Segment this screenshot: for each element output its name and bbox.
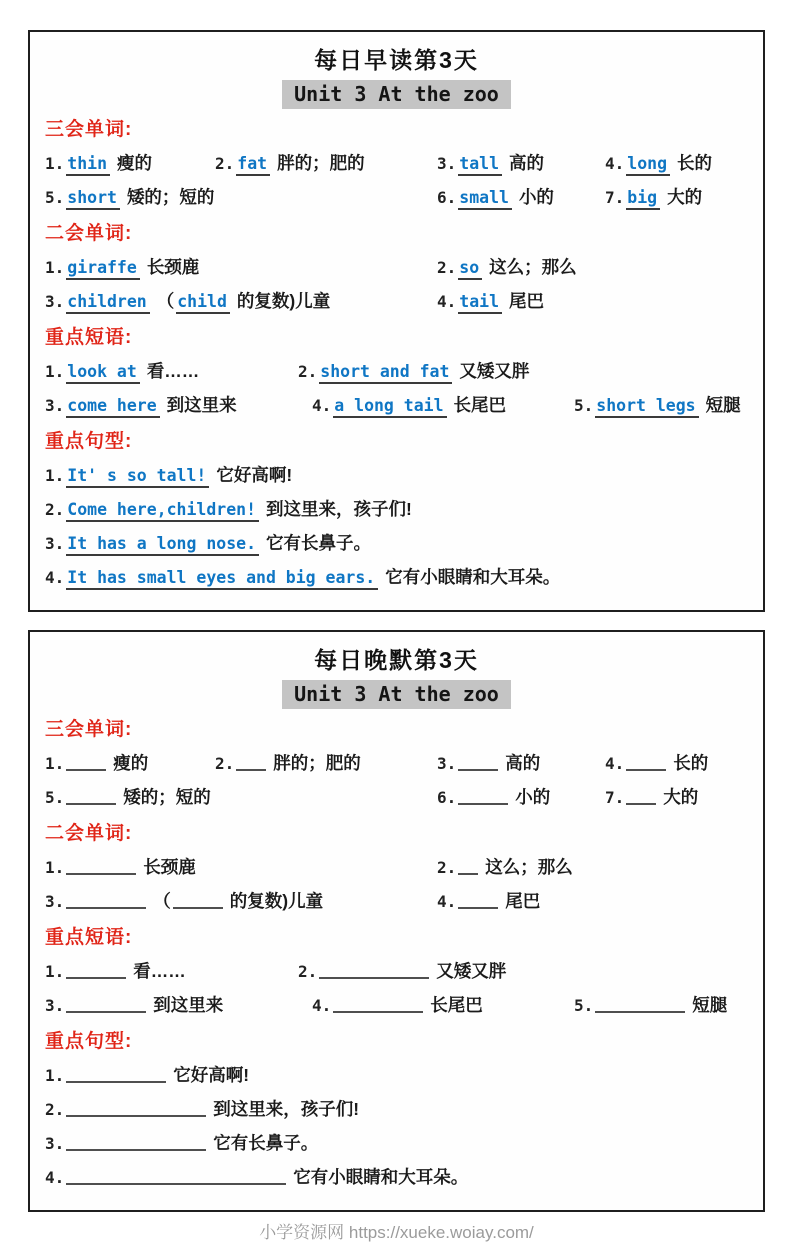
section-heading: 三会单词: xyxy=(45,719,133,740)
english-word: thin xyxy=(66,154,110,176)
chinese-text: 它好高啊! xyxy=(216,465,293,485)
chinese-text: 长颈鹿 xyxy=(146,257,200,277)
content-row xyxy=(45,750,748,775)
chinese-text: （ xyxy=(153,891,171,911)
row-item xyxy=(45,854,437,879)
unit-subtitle: Unit 3 At the zoo xyxy=(282,80,511,109)
chinese-text: 到这里来 xyxy=(166,395,237,415)
blank-line xyxy=(333,997,423,1013)
item-number: 7. xyxy=(605,788,625,807)
row-item xyxy=(605,150,712,175)
card-daily-morning-reading xyxy=(28,30,765,612)
chinese-text: 瘦的 xyxy=(113,753,149,773)
item-number: 1. xyxy=(45,1066,65,1085)
english-word: giraffe xyxy=(66,258,140,280)
item-number: 2. xyxy=(437,258,457,277)
chinese-text: 它有长鼻子。 xyxy=(266,533,372,553)
content-row xyxy=(45,358,748,383)
english-word: fat xyxy=(236,154,270,176)
blank-line xyxy=(458,789,508,805)
footer-text: 小学资源网 https://xueke.woiay.com/ xyxy=(259,1223,534,1242)
row-item xyxy=(45,150,215,175)
item-number: 4. xyxy=(45,1168,65,1187)
row-item xyxy=(437,184,605,209)
section-heading: 三会单词: xyxy=(45,119,133,140)
item-number: 2. xyxy=(45,1100,65,1119)
subtitle-wrap xyxy=(45,680,748,709)
blank-line xyxy=(66,1169,286,1185)
chinese-text: 小的 xyxy=(515,787,551,807)
row-item xyxy=(45,392,312,417)
section-heading: 重点短语: xyxy=(45,327,133,348)
item-number: 2. xyxy=(215,154,235,173)
blank-line xyxy=(458,893,498,909)
english-word: It' s so tall! xyxy=(66,466,209,488)
row-item xyxy=(45,530,371,555)
row-item xyxy=(45,958,298,983)
content-row xyxy=(45,288,748,313)
row-item xyxy=(215,150,437,175)
chinese-text: 看…… xyxy=(133,961,186,981)
section-heading: 重点句型: xyxy=(45,1031,133,1052)
blank-line xyxy=(626,755,666,771)
section-heading: 重点短语: xyxy=(45,927,133,948)
content-row xyxy=(45,854,748,879)
chinese-text: 瘦的 xyxy=(117,153,153,173)
row-item xyxy=(45,1130,318,1155)
row-item xyxy=(45,888,437,913)
section-heading: 二会单词: xyxy=(45,223,133,244)
blank-line xyxy=(319,963,429,979)
row-item xyxy=(437,784,605,809)
content-row xyxy=(45,254,748,279)
row-item xyxy=(437,750,605,775)
row-item xyxy=(45,992,312,1017)
english-word: come here xyxy=(66,396,159,418)
row-item xyxy=(215,750,437,775)
blank-line xyxy=(458,755,498,771)
content-row xyxy=(45,1062,748,1087)
item-number: 2. xyxy=(437,858,457,877)
english-word: tail xyxy=(458,292,502,314)
card-title: 每日晚默第3天 xyxy=(314,647,479,673)
blank-line xyxy=(66,893,146,909)
row-item xyxy=(437,888,540,913)
item-number: 5. xyxy=(574,996,594,1015)
chinese-text: 高的 xyxy=(509,153,545,173)
content-row xyxy=(45,1096,748,1121)
row-item xyxy=(45,564,560,589)
item-number: 4. xyxy=(437,292,457,311)
row-item xyxy=(574,392,741,417)
blank-line xyxy=(66,997,146,1013)
row-item xyxy=(45,254,437,279)
row-item xyxy=(312,392,574,417)
row-item xyxy=(45,496,412,521)
item-number: 3. xyxy=(45,396,65,415)
chinese-text: 的复数)儿童 xyxy=(229,891,324,911)
blank-line xyxy=(66,755,106,771)
chinese-text: 尾巴 xyxy=(505,891,541,911)
chinese-text: 大的 xyxy=(667,187,703,207)
item-number: 7. xyxy=(605,188,625,207)
item-number: 1. xyxy=(45,858,65,877)
item-number: 3. xyxy=(437,754,457,773)
blank-line xyxy=(66,789,116,805)
item-number: 5. xyxy=(574,396,594,415)
item-number: 5. xyxy=(45,188,65,207)
row-item xyxy=(45,288,437,313)
item-number: 3. xyxy=(45,996,65,1015)
chinese-text: 到这里来 xyxy=(153,995,224,1015)
row-item xyxy=(605,784,698,809)
english-word: short xyxy=(66,188,120,210)
item-number: 1. xyxy=(45,258,65,277)
item-number: 2. xyxy=(298,362,318,381)
unit-subtitle: Unit 3 At the zoo xyxy=(282,680,511,709)
content-row xyxy=(45,564,748,589)
content-row xyxy=(45,1164,748,1189)
content-row xyxy=(45,888,748,913)
item-number: 6. xyxy=(437,188,457,207)
item-number: 6. xyxy=(437,788,457,807)
chinese-text: 它有长鼻子。 xyxy=(213,1133,319,1153)
item-number: 4. xyxy=(437,892,457,911)
row-item xyxy=(298,358,529,383)
chinese-text: 小的 xyxy=(518,187,554,207)
chinese-text: 它好高啊! xyxy=(173,1065,250,1085)
content-row xyxy=(45,992,748,1017)
item-number: 1. xyxy=(45,466,65,485)
item-number: 5. xyxy=(45,788,65,807)
content-row xyxy=(45,184,748,209)
chinese-text: 看…… xyxy=(146,361,200,381)
row-item xyxy=(298,958,506,983)
content-row xyxy=(45,1130,748,1155)
card-body xyxy=(45,114,748,589)
chinese-text: 短腿 xyxy=(692,995,728,1015)
english-word: Come here,children! xyxy=(66,500,259,522)
subtitle-wrap xyxy=(45,80,748,109)
chinese-text: 的复数)儿童 xyxy=(236,291,331,311)
row-item xyxy=(45,462,292,487)
chinese-text: 矮的；短的 xyxy=(126,187,215,207)
chinese-text: 到这里来，孩子们! xyxy=(213,1099,360,1119)
chinese-text: 这么；那么 xyxy=(489,257,577,277)
item-number: 4. xyxy=(605,754,625,773)
chinese-text: 胖的；肥的 xyxy=(273,753,361,773)
item-number: 4. xyxy=(45,568,65,587)
item-number: 3. xyxy=(45,292,65,311)
chinese-text: 长尾巴 xyxy=(453,395,507,415)
section-heading: 二会单词: xyxy=(45,823,133,844)
english-word: short legs xyxy=(595,396,698,418)
english-word: so xyxy=(458,258,482,280)
blank-line xyxy=(66,1135,206,1151)
chinese-text: 它有小眼睛和大耳朵。 xyxy=(385,567,561,587)
item-number: 1. xyxy=(45,154,65,173)
item-number: 1. xyxy=(45,962,65,981)
english-word: small xyxy=(458,188,512,210)
blank-line xyxy=(66,1101,206,1117)
row-item xyxy=(45,1096,359,1121)
chinese-text: 矮的；短的 xyxy=(123,787,211,807)
chinese-text: 尾巴 xyxy=(509,291,545,311)
blank-line xyxy=(173,893,223,909)
item-number: 4. xyxy=(312,396,332,415)
chinese-text: 短腿 xyxy=(705,395,741,415)
row-item xyxy=(45,184,437,209)
english-word: big xyxy=(626,188,660,210)
blank-line xyxy=(66,963,126,979)
row-item xyxy=(45,784,437,809)
english-word: long xyxy=(626,154,670,176)
chinese-text: 胖的；肥的 xyxy=(277,153,365,173)
chinese-text: 长的 xyxy=(677,153,713,173)
chinese-text: 长颈鹿 xyxy=(143,857,196,877)
row-item xyxy=(437,854,573,879)
row-item xyxy=(437,254,577,279)
blank-line xyxy=(626,789,656,805)
item-number: 3. xyxy=(45,892,65,911)
content-row xyxy=(45,392,748,417)
row-item xyxy=(437,150,605,175)
chinese-text: 高的 xyxy=(505,753,541,773)
english-word: tall xyxy=(458,154,502,176)
english-word: short and fat xyxy=(319,362,452,384)
row-item xyxy=(45,1164,468,1189)
chinese-text: 到这里来，孩子们! xyxy=(266,499,412,519)
card-daily-evening-dictation xyxy=(28,630,765,1212)
row-item xyxy=(605,184,702,209)
chinese-text: （ xyxy=(156,291,175,311)
footer-watermark xyxy=(0,1218,793,1243)
english-word: a long tail xyxy=(333,396,446,418)
content-row xyxy=(45,462,748,487)
content-row xyxy=(45,496,748,521)
content-row xyxy=(45,530,748,555)
english-word: child xyxy=(176,292,230,314)
blank-line xyxy=(458,859,478,875)
chinese-text: 长的 xyxy=(673,753,709,773)
english-word: look at xyxy=(66,362,140,384)
item-number: 4. xyxy=(312,996,332,1015)
content-row xyxy=(45,784,748,809)
blank-line xyxy=(236,755,266,771)
item-number: 1. xyxy=(45,754,65,773)
chinese-text: 又矮又胖 xyxy=(436,961,507,981)
english-word: It has small eyes and big ears. xyxy=(66,568,378,590)
english-word: It has a long nose. xyxy=(66,534,259,556)
item-number: 3. xyxy=(45,1134,65,1153)
blank-line xyxy=(595,997,685,1013)
card-title: 每日早读第3天 xyxy=(314,47,479,73)
card-body xyxy=(45,714,748,1189)
chinese-text: 又矮又胖 xyxy=(459,361,530,381)
row-item xyxy=(605,750,708,775)
row-item xyxy=(45,750,215,775)
item-number: 1. xyxy=(45,362,65,381)
chinese-text: 这么；那么 xyxy=(485,857,573,877)
item-number: 4. xyxy=(605,154,625,173)
item-number: 3. xyxy=(437,154,457,173)
chinese-text: 长尾巴 xyxy=(430,995,483,1015)
row-item xyxy=(437,288,544,313)
content-row xyxy=(45,150,748,175)
chinese-text: 它有小眼睛和大耳朵。 xyxy=(293,1167,469,1187)
row-item xyxy=(45,358,298,383)
row-item xyxy=(312,992,574,1017)
blank-line xyxy=(66,1067,166,1083)
section-heading: 重点句型: xyxy=(45,431,133,452)
blank-line xyxy=(66,859,136,875)
english-word: children xyxy=(66,292,149,314)
row-item xyxy=(574,992,727,1017)
item-number: 3. xyxy=(45,534,65,553)
item-number: 2. xyxy=(215,754,235,773)
chinese-text: 大的 xyxy=(663,787,699,807)
item-number: 2. xyxy=(298,962,318,981)
row-item xyxy=(45,1062,249,1087)
item-number: 2. xyxy=(45,500,65,519)
content-row xyxy=(45,958,748,983)
